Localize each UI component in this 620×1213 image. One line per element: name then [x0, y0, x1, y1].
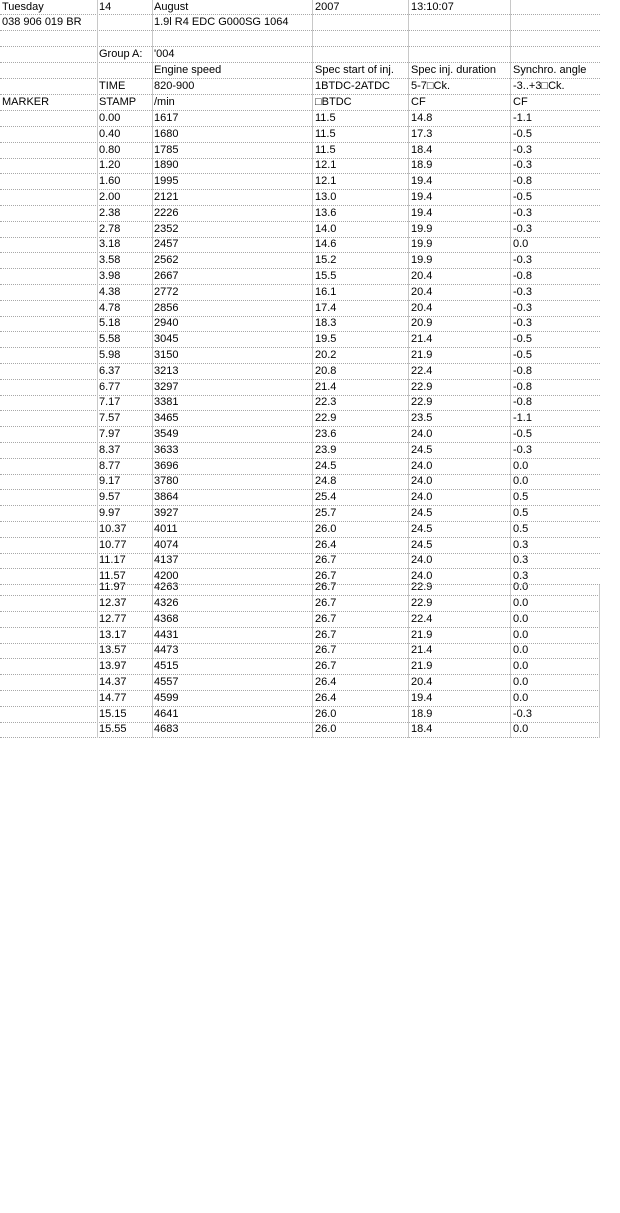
unit-engine-speed[interactable]: /min [154, 96, 175, 108]
engine-speed-cell[interactable]: 4599 [154, 692, 179, 704]
time-stamp-cell[interactable]: 14.77 [99, 692, 127, 704]
synchro-angle-cell[interactable]: 0.3 [513, 554, 529, 566]
engine-speed-cell[interactable]: 1680 [154, 128, 179, 140]
time-stamp-cell[interactable]: 15.15 [99, 708, 127, 720]
start-of-inj-cell[interactable]: 26.4 [315, 539, 337, 551]
inj-duration-cell[interactable]: 19.4 [411, 191, 433, 203]
time-stamp-cell[interactable]: 4.38 [99, 286, 121, 298]
inj-duration-cell[interactable]: 21.9 [411, 660, 433, 672]
inj-duration-cell[interactable]: 21.9 [411, 349, 433, 361]
engine-speed-cell[interactable]: 4431 [154, 629, 179, 641]
time-stamp-cell[interactable]: 7.17 [99, 396, 121, 408]
synchro-angle-cell[interactable]: 0.0 [513, 644, 529, 656]
inj-duration-cell[interactable]: 18.9 [411, 159, 433, 171]
time-stamp-cell[interactable]: 2.78 [99, 223, 121, 235]
synchro-angle-cell[interactable]: -1.1 [513, 112, 532, 124]
inj-duration-cell[interactable]: 18.4 [411, 723, 433, 735]
time-stamp-cell[interactable]: 4.78 [99, 302, 121, 314]
inj-duration-cell[interactable]: 24.0 [411, 491, 433, 503]
engine-speed-cell[interactable]: 2226 [154, 207, 179, 219]
engine-speed-cell[interactable]: 4473 [154, 644, 179, 656]
synchro-angle-cell[interactable]: 0.5 [513, 507, 529, 519]
synchro-angle-cell[interactable]: 0.0 [513, 723, 529, 735]
start-of-inj-cell[interactable]: 13.0 [315, 191, 337, 203]
engine-speed-cell[interactable]: 2667 [154, 270, 179, 282]
synchro-angle-cell[interactable]: -0.3 [513, 159, 532, 171]
time-stamp-cell[interactable]: 9.97 [99, 507, 121, 519]
synchro-angle-cell[interactable]: -0.3 [513, 444, 532, 456]
engine-speed-cell[interactable]: 3213 [154, 365, 179, 377]
spec-start-of-inj[interactable]: 1BTDC-2ATDC [315, 80, 390, 92]
time-stamp-cell[interactable]: 5.58 [99, 333, 121, 345]
engine-speed-cell[interactable]: 2121 [154, 191, 179, 203]
start-of-inj-cell[interactable]: 15.5 [315, 270, 337, 282]
inj-duration-cell[interactable]: 22.4 [411, 613, 433, 625]
start-of-inj-cell[interactable]: 13.6 [315, 207, 337, 219]
unit-inj-duration[interactable]: CF [411, 96, 426, 108]
synchro-angle-cell[interactable]: 0.3 [513, 570, 529, 582]
time-stamp-cell[interactable]: 15.55 [99, 723, 127, 735]
time-stamp-cell[interactable]: 8.77 [99, 460, 121, 472]
time-stamp-cell[interactable]: 13.17 [99, 629, 127, 641]
inj-duration-cell[interactable]: 22.9 [411, 396, 433, 408]
synchro-angle-cell[interactable]: 0.0 [513, 597, 529, 609]
start-of-inj-cell[interactable]: 26.7 [315, 644, 337, 656]
inj-duration-cell[interactable]: 24.0 [411, 428, 433, 440]
start-of-inj-cell[interactable]: 22.3 [315, 396, 337, 408]
start-of-inj-cell[interactable]: 26.4 [315, 692, 337, 704]
engine-speed-cell[interactable]: 1890 [154, 159, 179, 171]
synchro-angle-cell[interactable]: -0.3 [513, 286, 532, 298]
inj-duration-cell[interactable]: 20.4 [411, 270, 433, 282]
synchro-angle-cell[interactable]: -0.3 [513, 708, 532, 720]
unit-start-of-inj[interactable]: □BTDC [315, 96, 352, 108]
synchro-angle-cell[interactable]: 0.0 [513, 629, 529, 641]
inj-duration-cell[interactable]: 14.8 [411, 112, 433, 124]
synchro-angle-cell[interactable]: 0.0 [513, 692, 529, 704]
synchro-angle-cell[interactable]: -0.3 [513, 317, 532, 329]
inj-duration-cell[interactable]: 24.5 [411, 523, 433, 535]
start-of-inj-cell[interactable]: 11.5 [315, 144, 336, 156]
synchro-angle-cell[interactable]: 0.3 [513, 539, 529, 551]
col-header-engine-speed[interactable]: Engine speed [154, 64, 222, 76]
start-of-inj-cell[interactable]: 23.6 [315, 428, 337, 440]
engine-speed-cell[interactable]: 1995 [154, 175, 179, 187]
engine-speed-cell[interactable]: 2772 [154, 286, 179, 298]
start-of-inj-cell[interactable]: 12.1 [315, 159, 337, 171]
engine-speed-cell[interactable]: 2352 [154, 223, 179, 235]
engine-speed-cell[interactable]: 3150 [154, 349, 179, 361]
engine-speed-cell[interactable]: 4557 [154, 676, 179, 688]
synchro-angle-cell[interactable]: 0.0 [513, 238, 529, 250]
spec-engine-speed[interactable]: 820-900 [154, 80, 195, 92]
time-stamp-cell[interactable]: 3.58 [99, 254, 121, 266]
time-stamp-cell[interactable]: 14.37 [99, 676, 127, 688]
start-of-inj-cell[interactable]: 23.9 [315, 444, 337, 456]
weekday-cell[interactable]: Tuesday [2, 1, 44, 13]
engine-speed-cell[interactable]: 3381 [154, 396, 179, 408]
time-stamp-cell[interactable]: 7.97 [99, 428, 121, 440]
synchro-angle-cell[interactable]: -0.3 [513, 223, 532, 235]
synchro-angle-cell[interactable]: -0.5 [513, 128, 532, 140]
time-stamp-cell[interactable]: 9.17 [99, 475, 121, 487]
synchro-angle-cell[interactable]: 0.5 [513, 491, 529, 503]
synchro-angle-cell[interactable]: -0.5 [513, 349, 532, 361]
engine-speed-cell[interactable]: 4368 [154, 613, 179, 625]
time-stamp-cell[interactable]: 8.37 [99, 444, 121, 456]
unit-synchro-angle[interactable]: CF [513, 96, 528, 108]
engine-speed-cell[interactable]: 2562 [154, 254, 179, 266]
engine-speed-cell[interactable]: 4200 [154, 570, 179, 582]
grid-column-line [97, 0, 98, 738]
inj-duration-cell[interactable]: 19.9 [411, 254, 433, 266]
engine-speed-cell[interactable]: 3633 [154, 444, 179, 456]
group-value-cell[interactable]: '004 [154, 48, 175, 60]
engine-speed-cell[interactable]: 3465 [154, 412, 179, 424]
col-header-synchro-angle[interactable]: Synchro. angle [513, 64, 587, 76]
inj-duration-cell[interactable]: 24.5 [411, 444, 433, 456]
start-of-inj-cell[interactable]: 26.7 [315, 597, 337, 609]
grid-column-line [152, 0, 153, 738]
inj-duration-cell[interactable]: 21.9 [411, 629, 433, 641]
start-of-inj-cell[interactable]: 24.5 [315, 460, 337, 472]
inj-duration-cell[interactable]: 18.4 [411, 144, 433, 156]
start-of-inj-cell[interactable]: 22.9 [315, 412, 337, 424]
day-cell[interactable]: 14 [99, 1, 112, 13]
inj-duration-cell[interactable]: 23.5 [411, 412, 433, 424]
inj-duration-cell[interactable]: 24.0 [411, 460, 433, 472]
engine-speed-cell[interactable]: 4074 [154, 539, 179, 551]
inj-duration-cell[interactable]: 18.9 [411, 708, 433, 720]
time-stamp-cell[interactable]: 9.57 [99, 491, 121, 503]
time-stamp-cell[interactable]: 10.37 [99, 523, 127, 535]
start-of-inj-cell[interactable]: 25.4 [315, 491, 337, 503]
engine-speed-cell[interactable]: 3864 [154, 491, 179, 503]
col-header-stamp[interactable]: STAMP [99, 96, 137, 108]
ecu-part-cell[interactable]: 038 906 019 BR [2, 16, 82, 28]
time-stamp-cell[interactable]: 0.00 [99, 112, 121, 124]
inj-duration-cell[interactable]: 19.9 [411, 223, 433, 235]
grid-column-line [408, 0, 409, 738]
start-of-inj-cell[interactable]: 11.5 [315, 112, 336, 124]
engine-speed-cell[interactable]: 3780 [154, 475, 179, 487]
col-header-inj-duration[interactable]: Spec inj. duration [411, 64, 496, 76]
synchro-angle-cell[interactable]: -0.8 [513, 270, 532, 282]
synchro-angle-cell[interactable]: -1.1 [513, 412, 532, 424]
synchro-angle-cell[interactable]: 0.0 [513, 460, 529, 472]
time-stamp-cell[interactable]: 11.97 [99, 581, 126, 593]
start-of-inj-cell[interactable]: 26.0 [315, 708, 337, 720]
engine-speed-cell[interactable]: 3927 [154, 507, 179, 519]
inj-duration-cell[interactable]: 22.9 [411, 597, 433, 609]
start-of-inj-cell[interactable]: 17.4 [315, 302, 337, 314]
synchro-angle-cell[interactable]: -0.8 [513, 175, 532, 187]
inj-duration-cell[interactable]: 22.4 [411, 365, 433, 377]
synchro-angle-cell[interactable]: -0.8 [513, 381, 532, 393]
inj-duration-cell[interactable]: 24.0 [411, 570, 433, 582]
engine-speed-cell[interactable]: 4263 [154, 581, 179, 593]
inj-duration-cell[interactable]: 20.9 [411, 317, 433, 329]
spec-synchro-angle[interactable]: -3..+3□Ck. [513, 80, 565, 92]
time-stamp-cell[interactable]: 6.77 [99, 381, 121, 393]
time-stamp-cell[interactable]: 5.18 [99, 317, 121, 329]
grid-column-line [599, 585, 600, 738]
year-cell[interactable]: 2007 [315, 1, 340, 13]
start-of-inj-cell[interactable]: 24.8 [315, 475, 337, 487]
synchro-angle-cell[interactable]: -0.3 [513, 302, 532, 314]
start-of-inj-cell[interactable]: 26.7 [315, 660, 337, 672]
synchro-angle-cell[interactable]: 0.0 [513, 676, 529, 688]
engine-desc-cell[interactable]: 1.9l R4 EDC G000SG 1064 [154, 16, 289, 28]
time-stamp-cell[interactable]: 6.37 [99, 365, 121, 377]
engine-speed-cell[interactable]: 3045 [154, 333, 179, 345]
synchro-angle-cell[interactable]: 0.0 [513, 613, 529, 625]
engine-speed-cell[interactable]: 3696 [154, 460, 179, 472]
engine-speed-cell[interactable]: 2940 [154, 317, 179, 329]
synchro-angle-cell[interactable]: -0.5 [513, 191, 532, 203]
inj-duration-cell[interactable]: 21.4 [411, 333, 433, 345]
inj-duration-cell[interactable]: 24.5 [411, 539, 433, 551]
start-of-inj-cell[interactable]: 26.4 [315, 676, 337, 688]
time-stamp-cell[interactable]: 12.77 [99, 613, 127, 625]
inj-duration-cell[interactable]: 20.4 [411, 676, 433, 688]
engine-speed-cell[interactable]: 4137 [154, 554, 179, 566]
time-stamp-cell[interactable]: 3.98 [99, 270, 121, 282]
synchro-angle-cell[interactable]: 0.5 [513, 523, 529, 535]
group-label-cell[interactable]: Group A: [99, 48, 143, 60]
inj-duration-cell[interactable]: 17.3 [411, 128, 433, 140]
engine-speed-cell[interactable]: 2457 [154, 238, 179, 250]
time-stamp-cell[interactable]: 0.80 [99, 144, 121, 156]
synchro-angle-cell[interactable]: 0.0 [513, 581, 529, 593]
inj-duration-cell[interactable]: 24.0 [411, 554, 433, 566]
start-of-inj-cell[interactable]: 14.6 [315, 238, 337, 250]
synchro-angle-cell[interactable]: -0.3 [513, 254, 532, 266]
engine-speed-cell[interactable]: 4011 [154, 523, 178, 535]
engine-speed-cell[interactable]: 4515 [154, 660, 179, 672]
start-of-inj-cell[interactable]: 12.1 [315, 175, 337, 187]
engine-speed-cell[interactable]: 2856 [154, 302, 179, 314]
engine-speed-cell[interactable]: 4326 [154, 597, 179, 609]
col-header-marker[interactable]: MARKER [2, 96, 50, 108]
inj-duration-cell[interactable]: 20.4 [411, 302, 433, 314]
time-stamp-cell[interactable]: 11.17 [99, 554, 126, 566]
time-stamp-cell[interactable]: 12.37 [99, 597, 127, 609]
engine-speed-cell[interactable]: 4683 [154, 723, 179, 735]
synchro-angle-cell[interactable]: -0.5 [513, 333, 532, 345]
time-stamp-cell[interactable]: 1.20 [99, 159, 121, 171]
start-of-inj-cell[interactable]: 25.7 [315, 507, 337, 519]
start-of-inj-cell[interactable]: 18.3 [315, 317, 337, 329]
time-stamp-cell[interactable]: 13.97 [99, 660, 127, 672]
grid-column-line [312, 0, 313, 738]
start-of-inj-cell[interactable]: 21.4 [315, 381, 337, 393]
inj-duration-cell[interactable]: 20.4 [411, 286, 433, 298]
time-stamp-cell[interactable]: 0.40 [99, 128, 121, 140]
synchro-angle-cell[interactable]: 0.0 [513, 475, 529, 487]
inj-duration-cell[interactable]: 22.9 [411, 381, 433, 393]
engine-speed-cell[interactable]: 1785 [154, 144, 179, 156]
time-stamp-cell[interactable]: 3.18 [99, 238, 121, 250]
start-of-inj-cell[interactable]: 15.2 [315, 254, 337, 266]
time-cell[interactable]: 13:10:07 [411, 1, 454, 13]
inj-duration-cell[interactable]: 22.9 [411, 581, 433, 593]
synchro-angle-cell[interactable]: -0.3 [513, 207, 532, 219]
month-cell[interactable]: August [154, 1, 189, 13]
start-of-inj-cell[interactable]: 16.1 [315, 286, 337, 298]
engine-speed-cell[interactable]: 1617 [154, 112, 179, 124]
time-stamp-cell[interactable]: 7.57 [99, 412, 121, 424]
time-stamp-cell[interactable]: 13.57 [99, 644, 127, 656]
col-header-time[interactable]: TIME [99, 80, 126, 92]
inj-duration-cell[interactable]: 19.4 [411, 207, 433, 219]
time-stamp-cell[interactable]: 2.38 [99, 207, 121, 219]
start-of-inj-cell[interactable]: 26.7 [315, 629, 337, 641]
start-of-inj-cell[interactable]: 26.7 [315, 570, 337, 582]
start-of-inj-cell[interactable]: 19.5 [315, 333, 337, 345]
synchro-angle-cell[interactable]: -0.3 [513, 144, 532, 156]
time-stamp-cell[interactable]: 10.77 [99, 539, 127, 551]
inj-duration-cell[interactable]: 19.4 [411, 692, 433, 704]
engine-speed-cell[interactable]: 3549 [154, 428, 179, 440]
time-stamp-cell[interactable]: 11.57 [99, 570, 126, 582]
time-stamp-cell[interactable]: 2.00 [99, 191, 121, 203]
engine-speed-cell[interactable]: 3297 [154, 381, 179, 393]
time-stamp-cell[interactable]: 1.60 [99, 175, 121, 187]
start-of-inj-cell[interactable]: 26.0 [315, 523, 337, 535]
synchro-angle-cell[interactable]: 0.0 [513, 660, 529, 672]
inj-duration-cell[interactable]: 19.9 [411, 238, 433, 250]
synchro-angle-cell[interactable]: -0.8 [513, 396, 532, 408]
start-of-inj-cell[interactable]: 26.7 [315, 581, 337, 593]
col-header-start-of-inj[interactable]: Spec start of inj. [315, 64, 394, 76]
inj-duration-cell[interactable]: 24.5 [411, 507, 433, 519]
engine-speed-cell[interactable]: 4641 [154, 708, 179, 720]
start-of-inj-cell[interactable]: 11.5 [315, 128, 336, 140]
spec-inj-duration[interactable]: 5-7□Ck. [411, 80, 451, 92]
start-of-inj-cell[interactable]: 14.0 [315, 223, 337, 235]
synchro-angle-cell[interactable]: -0.8 [513, 365, 532, 377]
start-of-inj-cell[interactable]: 26.7 [315, 613, 337, 625]
start-of-inj-cell[interactable]: 26.0 [315, 723, 337, 735]
start-of-inj-cell[interactable]: 20.2 [315, 349, 337, 361]
inj-duration-cell[interactable]: 24.0 [411, 475, 433, 487]
start-of-inj-cell[interactable]: 20.8 [315, 365, 337, 377]
inj-duration-cell[interactable]: 21.4 [411, 644, 433, 656]
synchro-angle-cell[interactable]: -0.5 [513, 428, 532, 440]
start-of-inj-cell[interactable]: 26.7 [315, 554, 337, 566]
inj-duration-cell[interactable]: 19.4 [411, 175, 433, 187]
grid-column-line [510, 0, 511, 738]
time-stamp-cell[interactable]: 5.98 [99, 349, 121, 361]
